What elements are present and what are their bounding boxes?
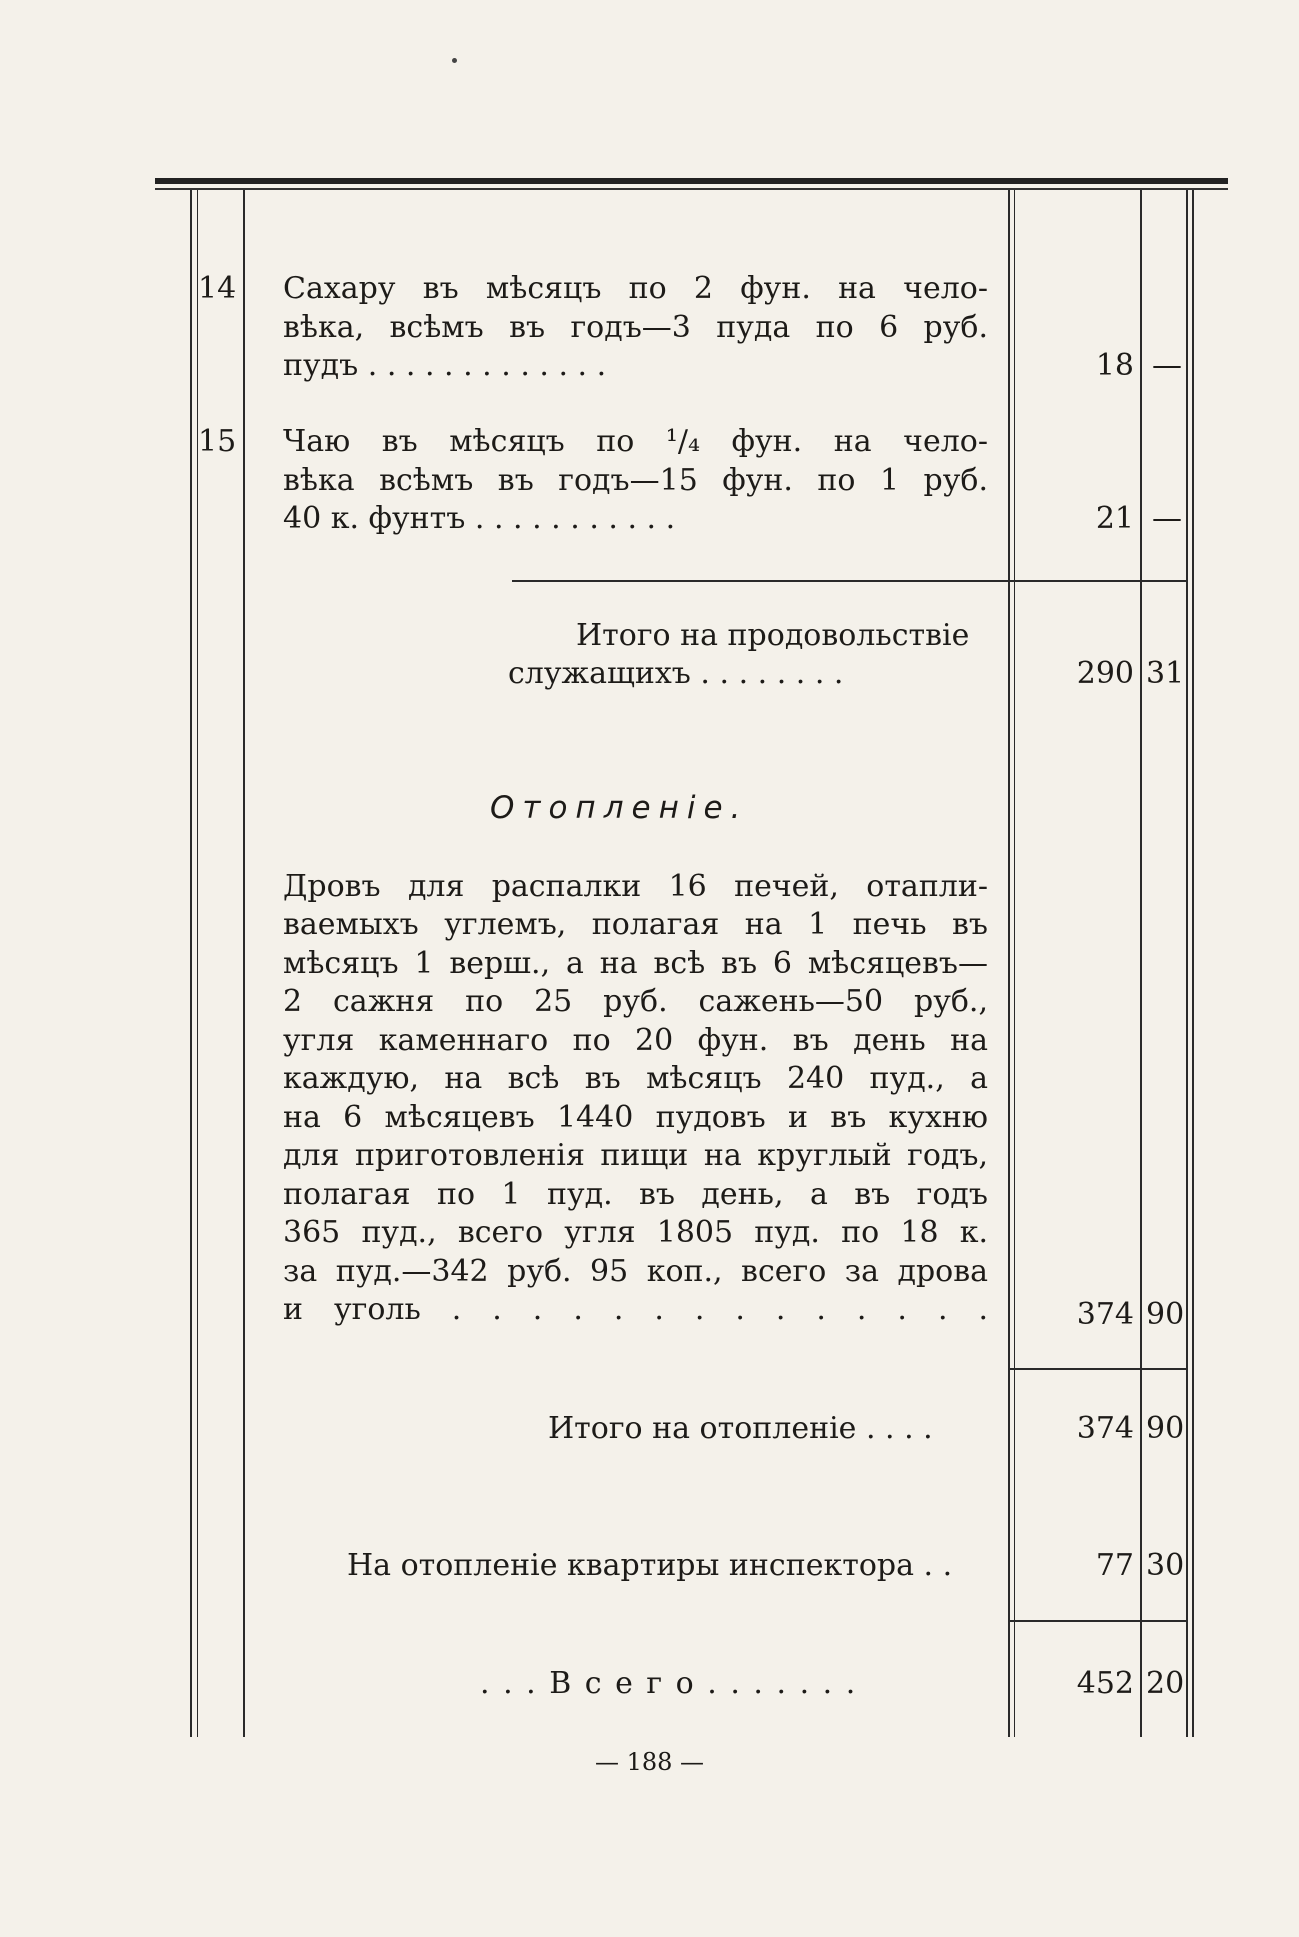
subtotal-heating-kopecks: 90	[1146, 1411, 1185, 1446]
amount-rubles: 21	[1095, 501, 1134, 536]
amount-rubles: 18	[1095, 348, 1134, 383]
text-line: 40 к. фунтъ . . . . . . . . . . .	[283, 501, 676, 536]
subtotal-food-label: Итого на продовольствіе	[576, 618, 970, 653]
row-number: 15	[198, 424, 237, 459]
inspector-heating-label: На отопленіе квартиры инспектора . .	[347, 1548, 953, 1583]
sum-rule	[1010, 1368, 1188, 1370]
grand-total-rubles: 452	[1076, 1666, 1134, 1701]
text-line: на 6 мѣсяцевъ 1440 пудовъ и въ кухню	[283, 1099, 988, 1135]
amount-kopecks: —	[1152, 501, 1182, 536]
text-line: 365 пуд., всего угля 1805 пуд. по 18 к.	[283, 1215, 988, 1250]
column-divider	[190, 190, 192, 1737]
text-line: для приготовленія пищи на круглый годъ,	[283, 1138, 988, 1173]
heating-description	[283, 868, 988, 907]
text-line: пудъ . . . . . . . . . . . . .	[283, 348, 607, 383]
amount-kopecks: —	[1152, 348, 1182, 383]
grand-total-kopecks: 20	[1146, 1666, 1185, 1701]
text-line: ваемыхъ углемъ, полагая на 1 печь въ	[283, 907, 988, 942]
column-divider	[1008, 190, 1010, 1737]
section-heading: Отопленіе.	[490, 790, 749, 826]
heating-description	[283, 906, 988, 1330]
column-divider	[1140, 190, 1142, 1737]
text-line: вѣка всѣмъ въ годъ—15 фун. по 1 руб.	[283, 462, 988, 498]
table-top-rule-thin	[155, 188, 1228, 190]
column-divider	[1192, 190, 1194, 1737]
subtotal-food-kopecks: 31	[1146, 656, 1185, 691]
row-number: 14	[198, 271, 237, 306]
text-line: за пуд.—342 руб. 95 коп., всего за дрова	[283, 1253, 988, 1289]
inspector-heating-kopecks: 30	[1146, 1548, 1185, 1583]
heating-amount-rubles: 374	[1076, 1297, 1134, 1332]
text-line: мѣсяцъ 1 верш., а на всѣ въ 6 мѣсяцевъ—	[283, 945, 988, 981]
grand-total-label: . . . В с е г о . . . . . . .	[480, 1666, 858, 1701]
subtotal-food-rubles: 290	[1076, 656, 1134, 691]
table-top-rule	[155, 178, 1228, 184]
inspector-heating-rubles: 77	[1095, 1548, 1134, 1583]
column-divider	[243, 190, 245, 1737]
text-line: каждую, на всѣ въ мѣсяцъ 240 пуд., а	[283, 1061, 988, 1096]
text-line: и уголь . . . . . . . . . . . . . .	[283, 1292, 988, 1327]
sum-rule	[1010, 1620, 1188, 1622]
subtotal-heating-rubles: 374	[1076, 1411, 1134, 1446]
text-line: Сахару въ мѣсяцъ по 2 фун. на чело-	[283, 271, 988, 306]
text-line: Дровъ для распалки 16 печей, отапли-	[283, 869, 988, 904]
subtotal-food-label-2: служащихъ . . . . . . . .	[508, 656, 844, 691]
heating-amount-kopecks: 90	[1146, 1297, 1185, 1332]
page-number: — 188 —	[594, 1748, 705, 1776]
sum-rule	[512, 580, 1188, 582]
subtotal-heating-label: Итого на отопленіе . . . .	[548, 1411, 933, 1446]
row-description	[283, 423, 988, 539]
text-line: Чаю въ мѣсяцъ по ¹/₄ фун. на чело-	[283, 424, 988, 459]
column-divider	[1186, 190, 1188, 1737]
text-line: угля каменнаго по 20 фун. въ день на	[283, 1022, 988, 1058]
text-line: вѣка, всѣмъ въ годъ—3 пуда по 6 руб.	[283, 309, 988, 345]
text-line: полагая по 1 пуд. въ день, а въ годъ	[283, 1176, 988, 1212]
column-divider	[1014, 190, 1015, 1737]
row-description	[283, 270, 988, 386]
print-speck	[452, 58, 457, 63]
text-line: 2 сажня по 25 руб. сажень—50 руб.,	[283, 984, 988, 1019]
